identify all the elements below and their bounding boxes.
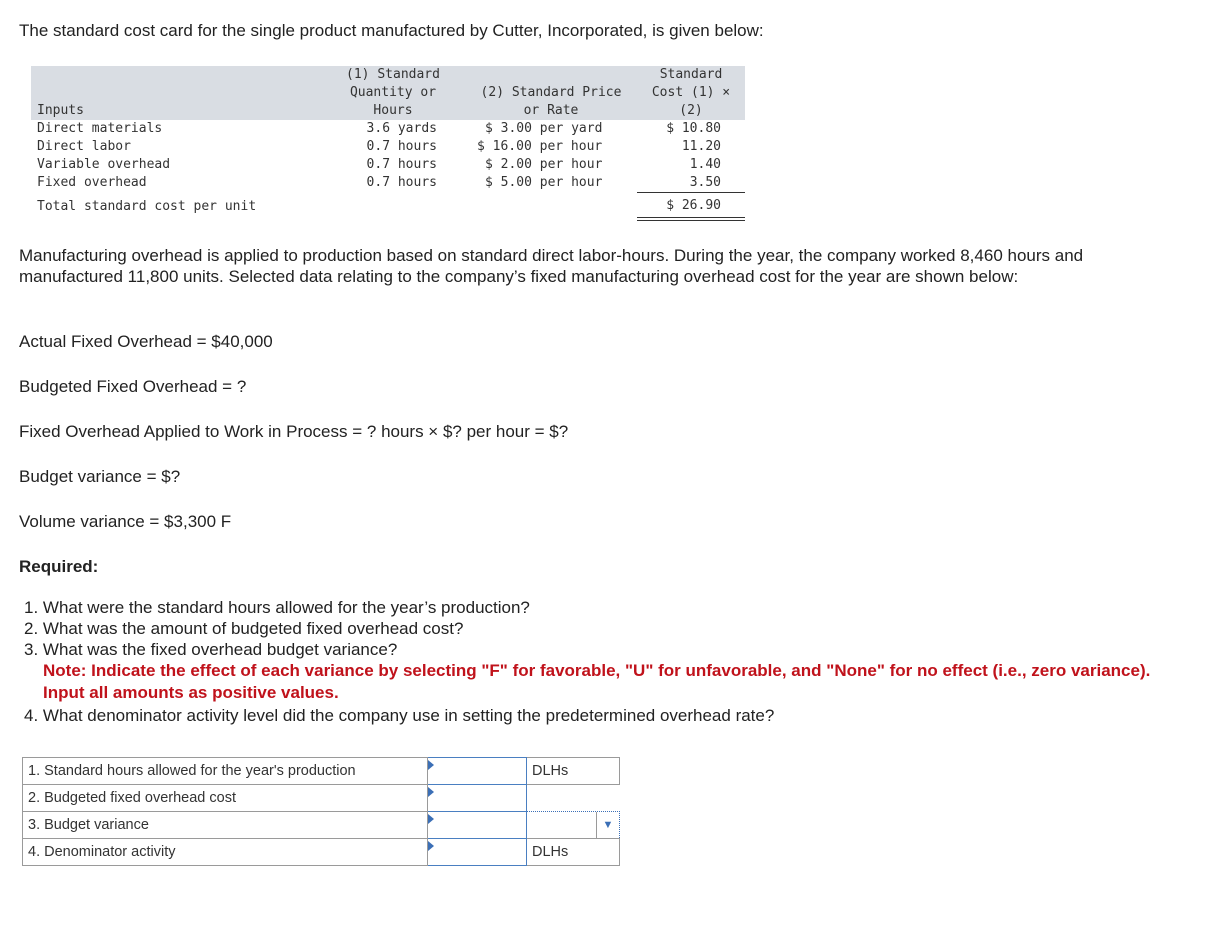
required-heading: Required:	[19, 557, 99, 576]
answer-row	[23, 812, 620, 839]
header-cost: Standard Cost (1) × (2)	[651, 67, 731, 118]
row-price: $ 2.00 per hour	[485, 157, 603, 172]
header-quantity: (1) Standard Quantity or Hours	[346, 67, 440, 118]
answer-label: 1. Standard hours allowed for the year's production	[23, 758, 428, 785]
question-4: 4. What denominator activity level did the company use in setting the predetermined overhead rate?	[24, 706, 775, 725]
question-3: 3. What was the fixed overhead budget variance?	[24, 640, 398, 659]
dropdown-arrow-icon[interactable]: ▼	[596, 812, 619, 838]
input-marker-icon	[428, 760, 434, 770]
answer-input-cell[interactable]	[428, 812, 527, 839]
standard-hours-input[interactable]	[430, 760, 526, 782]
row-label: Variable overhead	[37, 157, 171, 172]
header-inputs: Inputs	[37, 103, 84, 118]
row-cost: $ 10.80	[666, 121, 721, 136]
total-double-rule-top	[637, 217, 745, 218]
answer-row	[23, 839, 620, 866]
answer-input-cell[interactable]	[428, 785, 527, 812]
denominator-activity-input[interactable]	[430, 841, 526, 863]
total-label: Total standard cost per unit	[37, 199, 257, 214]
answer-unit: DLHs	[527, 839, 620, 866]
answer-row	[23, 785, 620, 812]
row-cost: 11.20	[681, 139, 721, 154]
row-price: $ 5.00 per hour	[485, 175, 603, 190]
answer-row	[23, 758, 620, 785]
row-label: Fixed overhead	[37, 175, 147, 190]
intro-text: The standard cost card for the single product manufactured by Cutter, Incorporated, is given below:	[19, 21, 764, 40]
row-price: $ 16.00 per hour	[477, 139, 603, 154]
row-cost: 3.50	[689, 175, 721, 190]
row-qty: 0.7 hours	[366, 157, 437, 172]
fact-volume-variance: Volume variance = $3,300 F	[19, 512, 232, 531]
row-cost: 1.40	[689, 157, 721, 172]
fact-budgeted-fixed-overhead: Budgeted Fixed Overhead = ?	[19, 377, 247, 396]
answer-unit	[527, 785, 620, 812]
total-double-rule-bottom	[637, 220, 745, 221]
budgeted-fixed-overhead-input[interactable]	[430, 787, 526, 809]
answer-unit: DLHs	[527, 758, 620, 785]
header-price: (2) Standard Price or Rate	[480, 85, 622, 118]
input-marker-icon	[428, 787, 434, 797]
input-marker-icon	[428, 814, 434, 824]
row-qty: 0.7 hours	[366, 175, 437, 190]
row-price: $ 3.00 per yard	[485, 121, 603, 136]
variance-effect-select[interactable]	[527, 812, 620, 839]
row-qty: 3.6 yards	[366, 121, 437, 136]
instruction-note: Note: Indicate the effect of each variance by selecting "F" for favorable, "U" for unfavorable, and "None" for no effect (i.e., zero variance). Input all amounts as positive values.	[43, 661, 1151, 702]
answer-table	[22, 757, 620, 866]
fact-budget-variance: Budget variance = $?	[19, 467, 181, 486]
answer-label: 4. Denominator activity	[23, 839, 428, 866]
answer-input-cell[interactable]	[428, 839, 527, 866]
question-2: 2. What was the amount of budgeted fixed overhead cost?	[24, 619, 464, 638]
fact-actual-fixed-overhead: Actual Fixed Overhead = $40,000	[19, 332, 273, 351]
overhead-paragraph: Manufacturing overhead is applied to production based on standard direct labor-hours. During the year, the company worked 8,460 hours and manufactured 11,800 units. Selected data relating to the company’s fixed manufacturing overhead cost for the year are shown below:	[19, 246, 1084, 286]
question-1: 1. What were the standard hours allowed for the year’s production?	[24, 598, 530, 617]
answer-input-cell[interactable]	[428, 758, 527, 785]
row-qty: 0.7 hours	[366, 139, 437, 154]
row-label: Direct labor	[37, 139, 131, 154]
row-label: Direct materials	[37, 121, 163, 136]
fact-fixed-overhead-applied: Fixed Overhead Applied to Work in Process = ? hours × $? per hour = $?	[19, 422, 569, 441]
answer-label: 2. Budgeted fixed overhead cost	[23, 785, 428, 812]
subtotal-rule	[637, 192, 745, 193]
answer-label: 3. Budget variance	[23, 812, 428, 839]
input-marker-icon	[428, 841, 434, 851]
budget-variance-input[interactable]	[430, 814, 526, 836]
total-cost: $ 26.90	[666, 198, 721, 213]
